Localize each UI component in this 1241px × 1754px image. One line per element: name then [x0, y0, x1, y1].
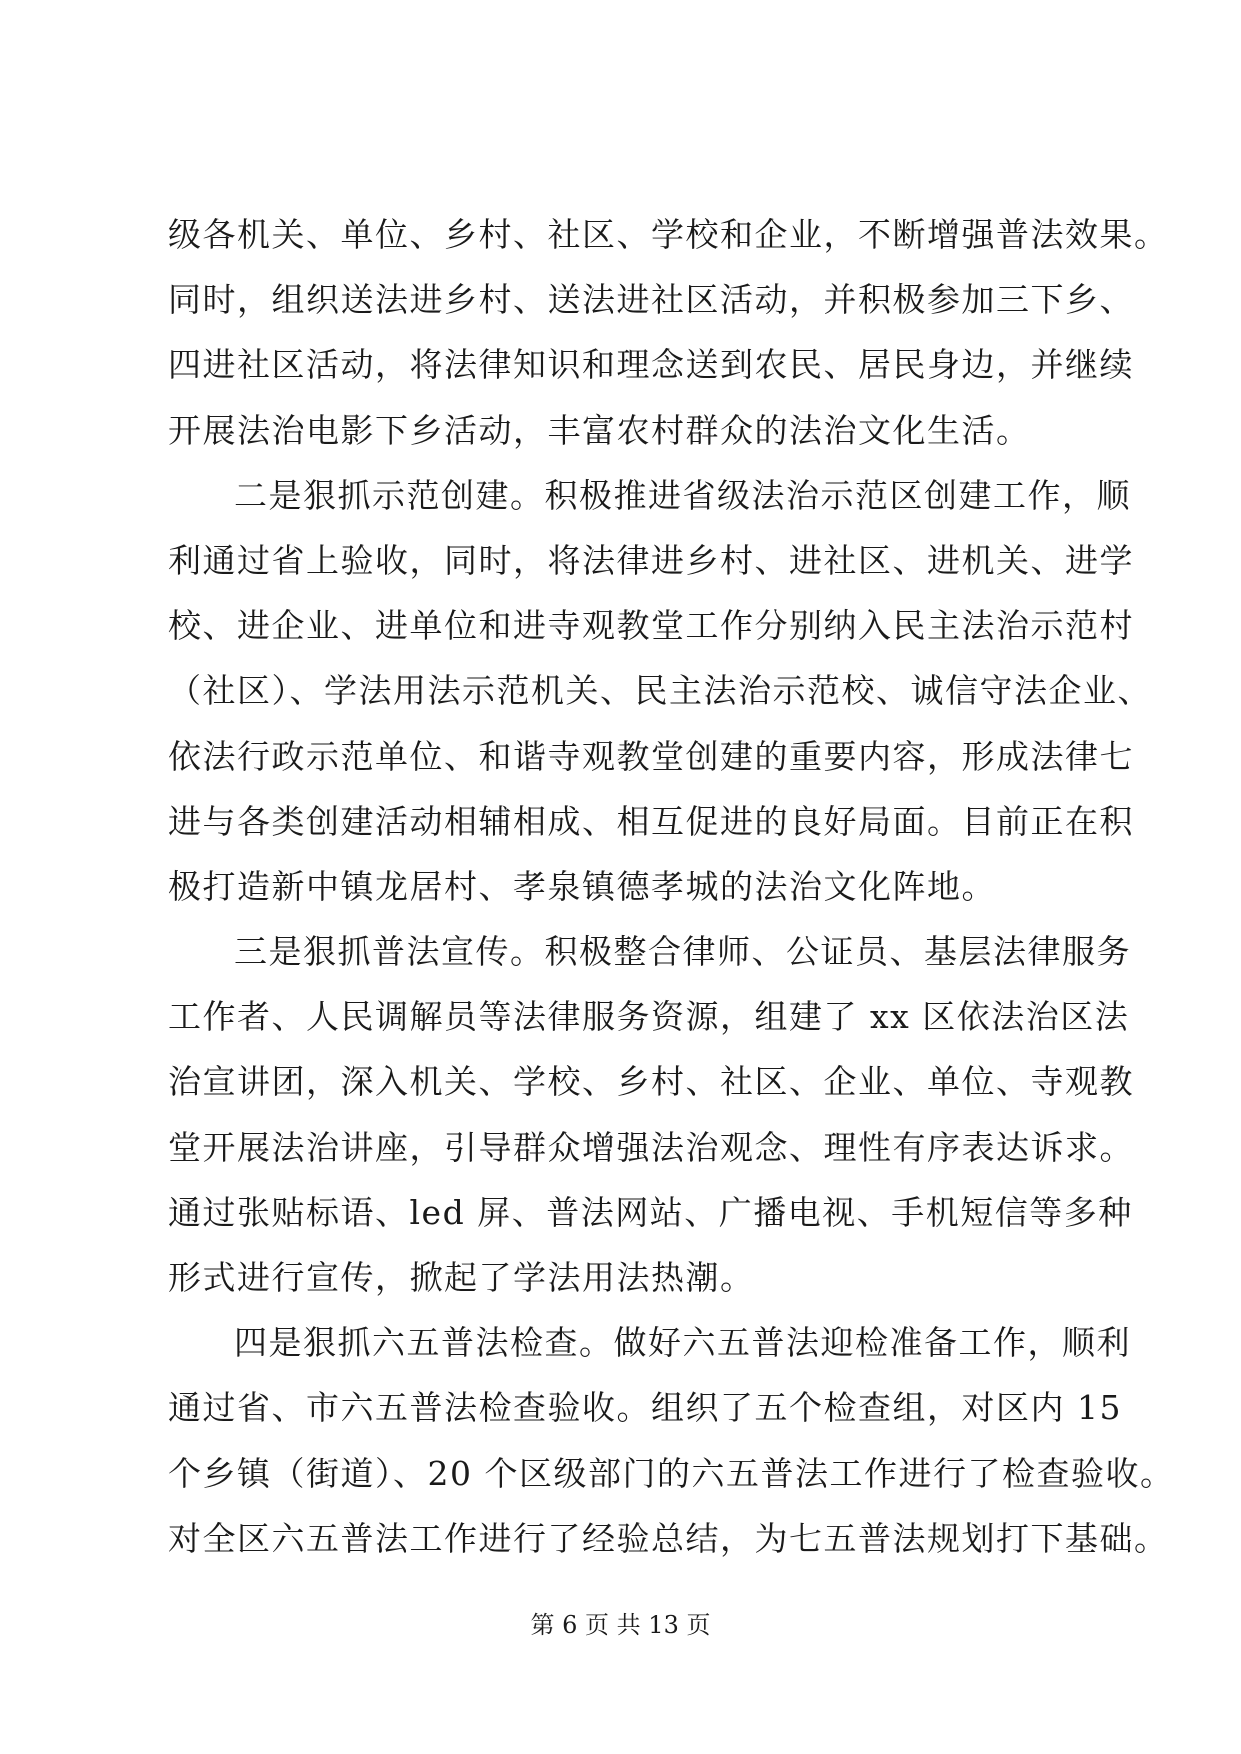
paragraph-line: 对全区六五普法工作进行了经验总结，为七五普法规划打下基础。: [168, 1518, 1169, 1558]
paragraph-line: 形式进行宣传，掀起了学法用法热潮。: [168, 1258, 755, 1297]
paragraph-line: 个乡镇（街道）、20 个区级部门的六五普法工作进行了检查验收。: [168, 1453, 1175, 1493]
paragraph-line: 堂开展法治讲座，引导群众增强法治观念、理性有序表达诉求。: [168, 1127, 1134, 1167]
paragraph-line: 进与各类创建活动相辅相成、相互促进的良好局面。目前正在积: [168, 801, 1134, 841]
paragraph-line: 二是狠抓示范创建。积极推进省级法治示范区创建工作，顺: [234, 475, 1131, 515]
paragraph-line: 利通过省上验收，同时，将法律进乡村、进社区、进机关、进学: [168, 540, 1134, 580]
paragraph-line: 通过省、市六五普法检查验收。组织了五个检查组，对区内 15: [168, 1388, 1122, 1428]
paragraph-line: 依法行政示范单位、和谐寺观教堂创建的重要内容，形成法律七: [168, 736, 1134, 776]
paragraph-line: 工作者、人民调解员等法律服务资源，组建了 xx 区依法治区法: [168, 997, 1130, 1037]
paragraph-line: 级各机关、单位、乡村、社区、学校和企业，不断增强普法效果。: [168, 215, 1169, 254]
page-number-footer: 第 6 页 共 13 页: [530, 1611, 711, 1639]
paragraph-line: 四进社区活动，将法律知识和理念送到农民、居民身边，并继续: [168, 345, 1134, 385]
paragraph-line: 三是狠抓普法宣传。积极整合律师、公证员、基层法律服务: [234, 932, 1131, 972]
document-body: [168, 202, 1175, 1571]
paragraph-line: 治宣讲团，深入机关、学校、乡村、社区、企业、单位、寺观教: [168, 1062, 1134, 1102]
paragraph-line: 开展法治电影下乡活动，丰富农村群众的法治文化生活。: [168, 410, 1031, 450]
paragraph-line: 通过张贴标语、led 屏、普法网站、广播电视、手机短信等多种: [168, 1192, 1133, 1232]
paragraph-line: 极打造新中镇龙居村、孝泉镇德孝城的法治文化阵地。: [168, 866, 996, 906]
paragraph-line: 校、进企业、进单位和进寺观教堂工作分别纳入民主法治示范村: [168, 606, 1134, 646]
paragraph-line: （社区）、学法用法示范机关、民主法治示范校、诚信守法企业、: [168, 671, 1152, 711]
paragraph-line: 四是狠抓六五普法检查。做好六五普法迎检准备工作，顺利: [234, 1323, 1131, 1363]
paragraph-line: 同时，组织送法进乡村、送法进社区活动，并积极参加三下乡、: [168, 280, 1134, 320]
